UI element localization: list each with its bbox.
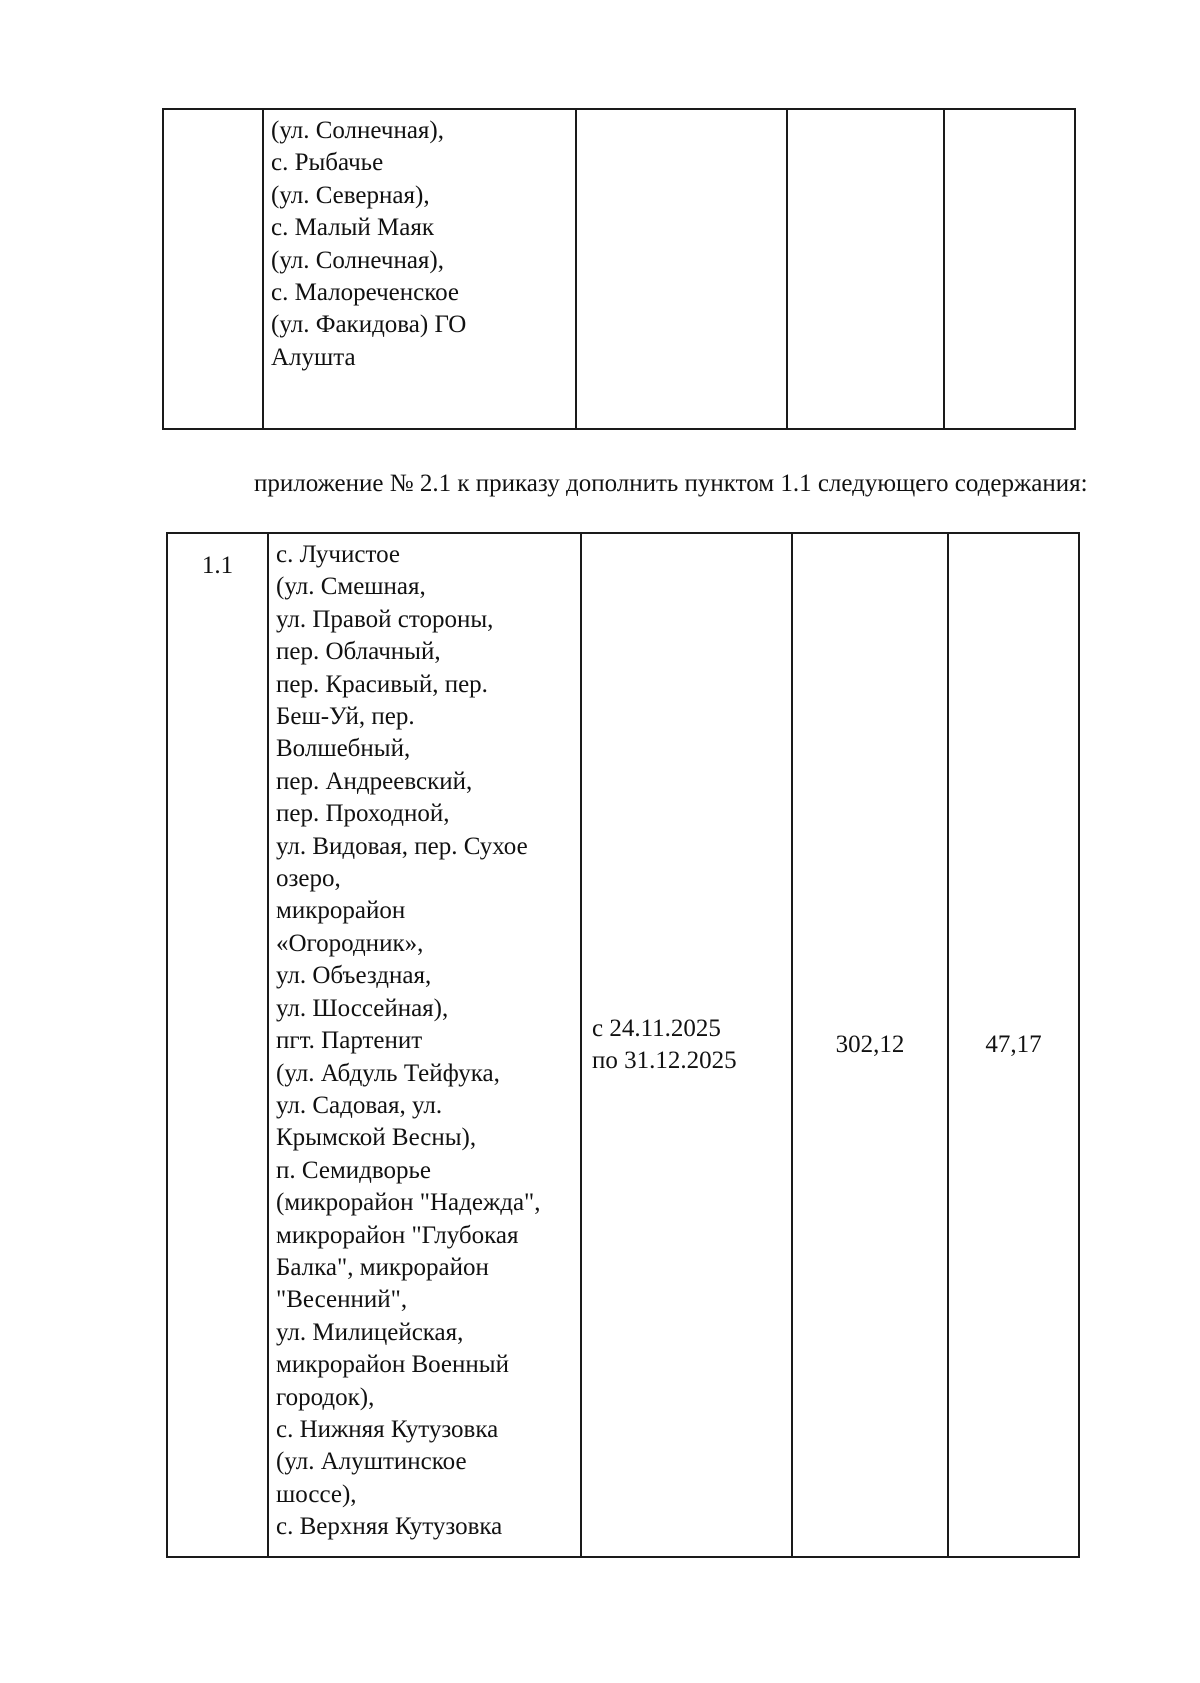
address-line: пер. Красивый, пер. xyxy=(276,670,488,698)
row-number-cell xyxy=(163,109,263,429)
address-line: пгт. Партенит xyxy=(276,1027,423,1055)
address-line: (ул. Алуштинское xyxy=(276,1448,467,1476)
value1-cell: 302,12 xyxy=(792,533,948,1557)
address-line: Беш-Уй, пер. xyxy=(276,703,415,731)
address-line: Алушта xyxy=(271,343,356,371)
period-to: по 31.12.2025 xyxy=(592,1047,737,1074)
address-line: с. Лучистое xyxy=(276,541,400,568)
address-line: (ул. Северная), xyxy=(271,181,430,209)
address-line: Крымской Весны), xyxy=(276,1124,477,1152)
address-line: ул. Объездная, xyxy=(276,962,432,990)
address-line: пер. Андреевский, xyxy=(276,767,473,795)
address-cell xyxy=(263,109,576,429)
address-line: "Весенний", xyxy=(276,1286,408,1314)
address-line: городок), xyxy=(276,1383,375,1411)
address-line: с. Рыбачье xyxy=(271,149,384,177)
address-line: с. Малый Маяк xyxy=(271,214,435,242)
address-line: (ул. Солнечная), xyxy=(271,117,444,144)
address-line: с. Нижняя Кутузовка xyxy=(276,1415,499,1443)
address-line: с. Малореченское xyxy=(271,279,460,307)
address-line: ул. Шоссейная), xyxy=(276,994,449,1022)
value2-cell xyxy=(944,109,1075,429)
address-line: Балка", микрорайон xyxy=(276,1253,489,1281)
address-line: (ул. Факидова) ГО xyxy=(271,311,467,339)
address-line: ул. Садовая, ул. xyxy=(276,1091,443,1119)
address-line: ул. Милицейская, xyxy=(276,1318,464,1346)
table-row xyxy=(167,533,1079,1557)
address-line: ул. Правой стороны, xyxy=(276,605,494,633)
period-cell xyxy=(576,109,787,429)
amendment-table xyxy=(166,532,1080,1558)
address-line: шоссе), xyxy=(276,1480,357,1508)
period-cell xyxy=(581,533,792,1557)
row-number-cell: 1.1 xyxy=(167,533,268,1557)
address-line: пер. Облачный, xyxy=(276,638,441,666)
address-line: пер. Проходной, xyxy=(276,800,450,828)
amendment-paragraph: приложение № 2.1 к приказу дополнить пунктом 1.1 следующего содержания: xyxy=(254,470,1088,497)
address-line: (ул. Смешная, xyxy=(276,573,426,601)
address-line: «Огородник», xyxy=(276,929,424,957)
table-row xyxy=(163,109,1075,429)
address-line: микрорайон xyxy=(276,897,406,925)
address-line: п. Семидворье xyxy=(276,1156,432,1184)
address-line: озеро, xyxy=(276,865,341,893)
period-from: с 24.11.2025 xyxy=(592,1014,721,1042)
address-cell xyxy=(268,533,581,1557)
address-line: микрорайон "Глубокая xyxy=(276,1221,519,1249)
address-line: (ул. Абдуль Тейфука, xyxy=(276,1059,500,1087)
address-line: ул. Видовая, пер. Сухое xyxy=(276,832,528,860)
value2-cell: 47,17 xyxy=(948,533,1079,1557)
address-line: (ул. Солнечная), xyxy=(271,246,444,274)
address-line: (микрорайон "Надежда", xyxy=(276,1189,541,1217)
address-line: с. Верхняя Кутузовка xyxy=(276,1513,503,1541)
continuation-table xyxy=(162,108,1076,430)
value1-cell xyxy=(787,109,944,429)
address-line: микрорайон Военный xyxy=(276,1351,509,1379)
address-line: Волшебный, xyxy=(276,735,411,763)
